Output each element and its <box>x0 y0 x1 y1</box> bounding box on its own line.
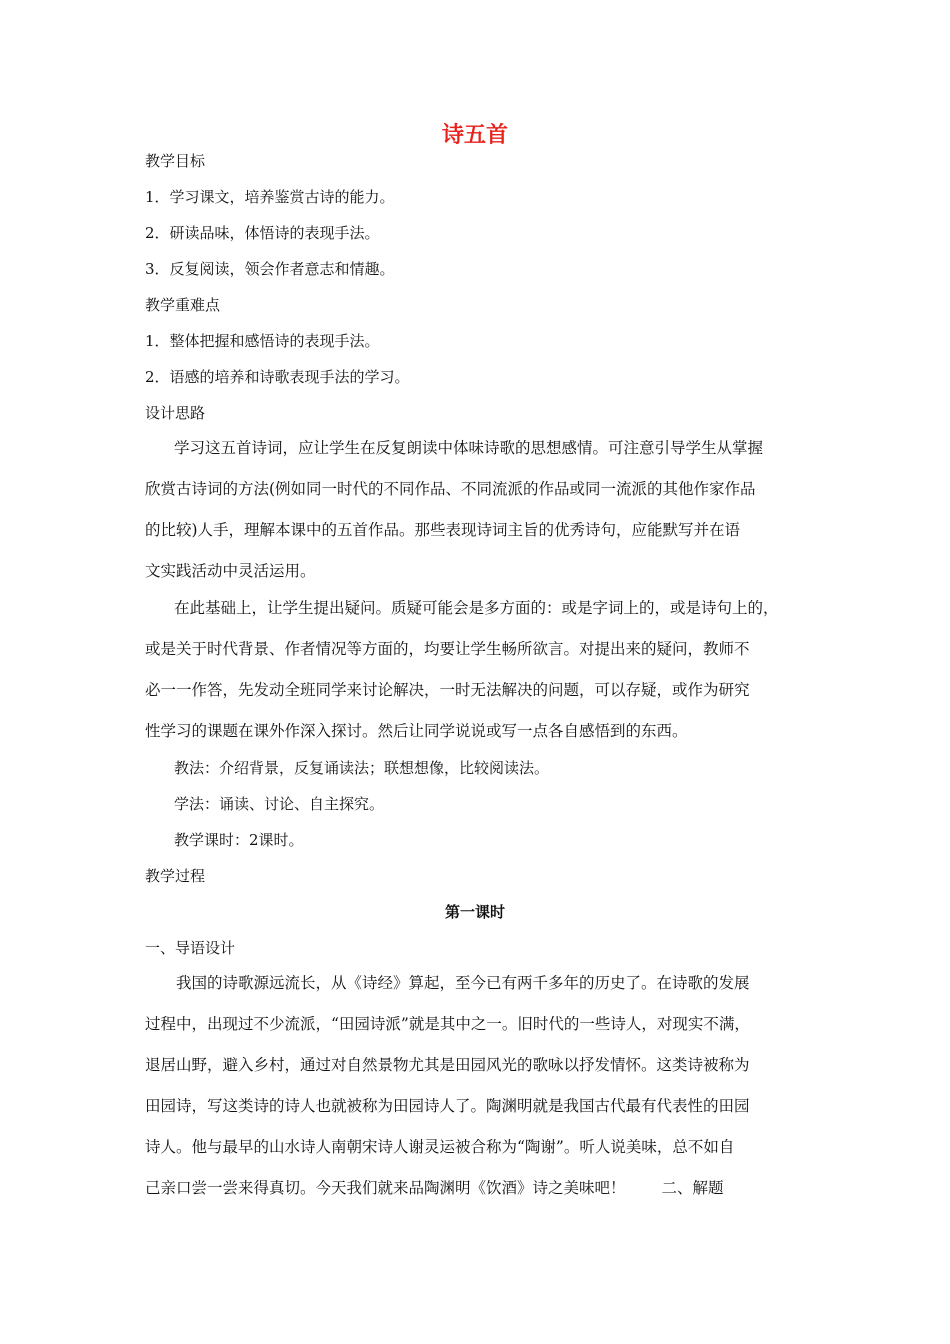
paragraph-line: 田园诗，写这类诗的诗人也就被称为田园诗人了。陶渊明就是我国古代最有代表性的田园 <box>145 1097 750 1115</box>
heading-keypoints: 教学重难点 <box>145 296 221 314</box>
paragraph-line: 必一一作答，先发动全班同学来讨论解决，一时无法解决的问题，可以存疑，或作为研究 <box>145 681 750 699</box>
paragraph-line: 学习这五首诗词，应让学生在反复朗读中体味诗歌的思想感情。可注意引导学生从掌握 <box>174 439 764 457</box>
paragraph-line: 诗人。他与最早的山水诗人南朝宋诗人谢灵运被合称为“陶谢”。听人说美味，总不如自 <box>145 1138 735 1156</box>
paragraph-line: 过程中，出现过不少流派，“田园诗派”就是其中之一。旧时代的一些诗人，对现实不满， <box>145 1015 750 1033</box>
heading-process: 教学过程 <box>145 867 206 885</box>
design-paragraph-2 <box>145 588 815 752</box>
paragraph-line: 性学习的课题在课外作深入探讨。然后让同学说说或写一点各自感悟到的东西。 <box>145 722 688 740</box>
design-paragraph-1 <box>145 428 815 592</box>
objective-item: 3．反复阅读，领会作者意志和情趣。 <box>145 260 395 278</box>
document-title: 诗五首 <box>441 122 508 148</box>
heading-objectives: 教学目标 <box>145 152 206 170</box>
section-heading-title-explanation: 二、解题 <box>661 1179 724 1197</box>
paragraph-line <box>145 1168 815 1209</box>
teaching-hours: 教学课时：2课时。 <box>174 831 304 849</box>
paragraph-line: 或是关于时代背景、作者情况等方面的，均要让学生畅所欲言。对提出来的疑问，教师不 <box>145 640 750 658</box>
section-heading-intro: 一、导语设计 <box>145 939 236 957</box>
paragraph-line-text: 己亲口尝一尝来得真切。今天我们就来品陶渊明《饮酒》诗之美味吧！ <box>145 1179 626 1197</box>
objective-item: 1．学习课文，培养鉴赏古诗的能力。 <box>145 188 395 206</box>
objective-item: 2．研读品味，体悟诗的表现手法。 <box>145 224 380 242</box>
paragraph-line: 的比较)人手，理解本课中的五首作品。那些表现诗词主旨的优秀诗句，应能默写并在语 <box>145 521 741 539</box>
teaching-method: 教法：介绍背景，反复诵读法；联想想像，比较阅读法。 <box>174 759 550 777</box>
keypoint-item: 2．语感的培养和诗歌表现手法的学习。 <box>145 368 410 386</box>
intro-paragraph <box>145 963 815 1209</box>
paragraph-line: 欣赏古诗词的方法(例如同一时代的不同作品、不同流派的作品或同一流派的其他作家作品 <box>145 480 756 498</box>
heading-design: 设计思路 <box>145 404 206 422</box>
paragraph-line: 我国的诗歌源远流长，从《诗经》算起，至今已有两千多年的历史了。在诗歌的发展 <box>176 974 750 992</box>
keypoint-item: 1．整体把握和感悟诗的表现手法。 <box>145 332 380 350</box>
paragraph-line: 在此基础上，让学生提出疑问。质疑可能会是多方面的：或是字词上的，或是诗句上的， <box>174 599 779 617</box>
learning-method: 学法：诵读、讨论、自主探究。 <box>174 795 385 813</box>
paragraph-line: 文实践活动中灵活运用。 <box>145 562 316 580</box>
paragraph-line: 退居山野，避入乡村，通过对自然景物尤其是田园风光的歌咏以抒发情怀。这类诗被称为 <box>145 1056 750 1074</box>
lesson-heading: 第一课时 <box>444 903 505 921</box>
